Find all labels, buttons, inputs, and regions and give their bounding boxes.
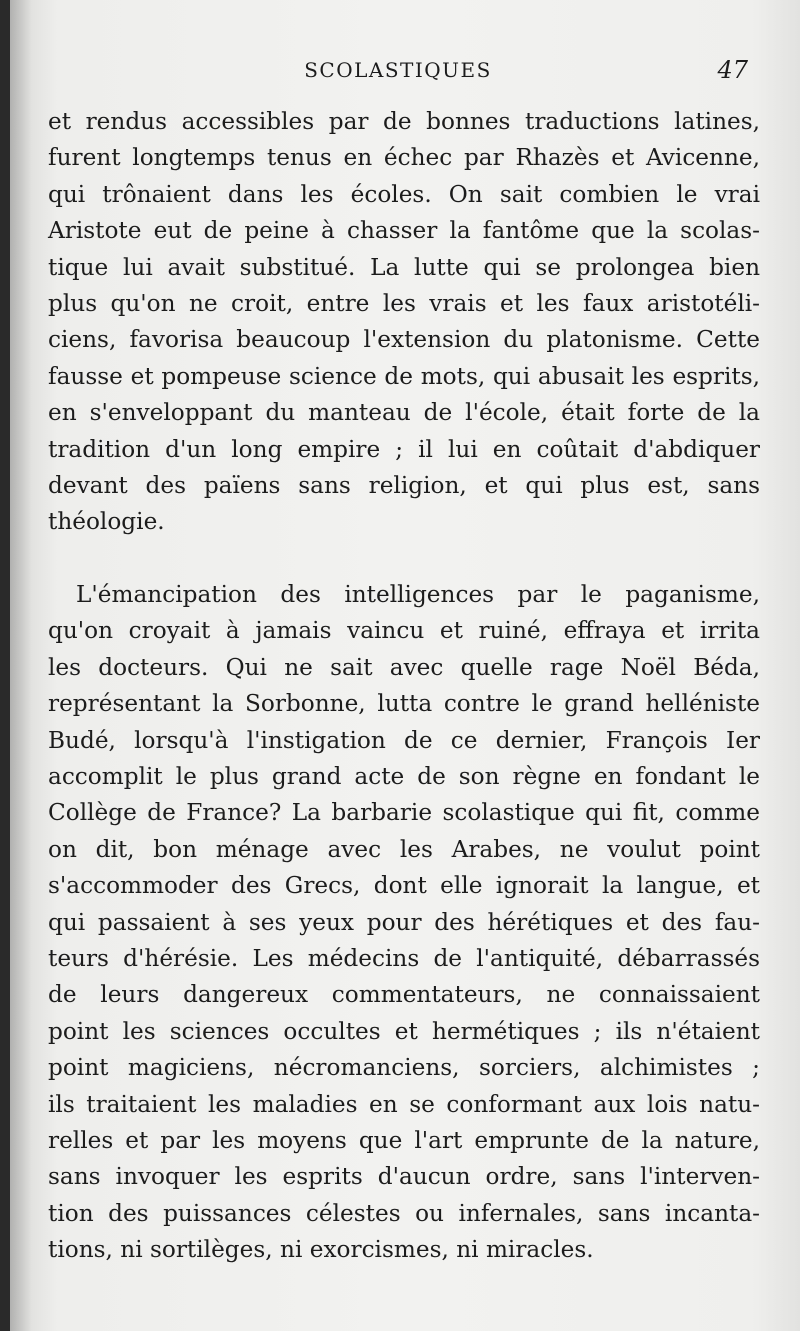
running-head: SCOLASTIQUES	[304, 58, 492, 82]
text-line: s'accommoder des Grecs, dont elle ignorait la langue, et	[48, 872, 760, 900]
text-line: qui passaient à ses yeux pour des hérétiques et des fau-	[48, 908, 760, 936]
text-line: en s'enveloppant du manteau de l'école, était forte de la	[48, 399, 760, 427]
text-line: tique lui avait substitué. La lutte qui se prolongea bien	[48, 253, 760, 281]
text-line: tions, ni sortilèges, ni exorcismes, ni miracles.	[48, 1236, 594, 1264]
text-line: ils traitaient les maladies en se conformant aux lois natu-	[48, 1090, 760, 1118]
book-page	[10, 0, 800, 1331]
text-line: et rendus accessibles par de bonnes traductions latines,	[48, 108, 760, 135]
paragraph-2	[48, 577, 760, 1269]
text-line: qui trônaient dans les écoles. On sait combien le vrai	[48, 180, 760, 208]
body-text	[48, 104, 760, 1269]
text-line: teurs d'hérésie. Les médecins de l'antiquité, débarrassés	[48, 944, 760, 972]
page-header	[48, 56, 748, 86]
text-line: représentant la Sorbonne, lutta contre le grand helléniste	[48, 690, 760, 718]
text-line: accomplit le plus grand acte de son règne en fondant le	[48, 762, 760, 790]
text-line: relles et par les moyens que l'art emprunte de la nature,	[48, 1126, 760, 1154]
text-line: tradition d'un long empire ; il lui en coûtait d'abdiquer	[48, 435, 760, 463]
text-line: furent longtemps tenus en échec par Rhazès et Avicenne,	[48, 144, 760, 172]
text-line: qu'on croyait à jamais vaincu et ruiné, effraya et irrita	[48, 617, 760, 645]
text-line: Budé, lorsqu'à l'instigation de ce dernier, François Ier	[48, 726, 760, 754]
text-line: théologie.	[48, 508, 165, 536]
text-line: on dit, bon ménage avec les Arabes, ne voulut point	[48, 835, 760, 863]
text-line: sans invoquer les esprits d'aucun ordre, sans l'interven-	[48, 1163, 760, 1191]
text-line: ciens, favorisa beaucoup l'extension du platonisme. Cette	[48, 326, 760, 354]
paragraph-1	[48, 104, 760, 541]
binding-shadow	[10, 0, 32, 1331]
text-line: tion des puissances célestes ou infernales, sans incanta-	[48, 1199, 760, 1227]
text-line: Aristote eut de peine à chasser la fantôme que la scolas-	[48, 217, 760, 245]
text-line: de leurs dangereux commentateurs, ne connaissaient	[48, 981, 760, 1009]
text-line: point les sciences occultes et hermétiques ; ils n'étaient	[48, 1017, 760, 1045]
text-line: point magiciens, nécromanciens, sorciers, alchimistes ;	[48, 1054, 760, 1082]
text-line: les docteurs. Qui ne sait avec quelle rage Noël Béda,	[48, 653, 760, 681]
text-line: plus qu'on ne croit, entre les vrais et les faux aristotéli-	[48, 290, 760, 318]
text-line: L'émancipation des intelligences par le paganisme,	[76, 580, 760, 608]
text-line: fausse et pompeuse science de mots, qui abusait les esprits,	[48, 362, 760, 390]
text-line: devant des païens sans religion, et qui plus est, sans	[48, 472, 760, 500]
text-line: Collège de France? La barbarie scolastique qui fit, comme	[48, 799, 760, 827]
page-number: 47	[717, 56, 748, 84]
